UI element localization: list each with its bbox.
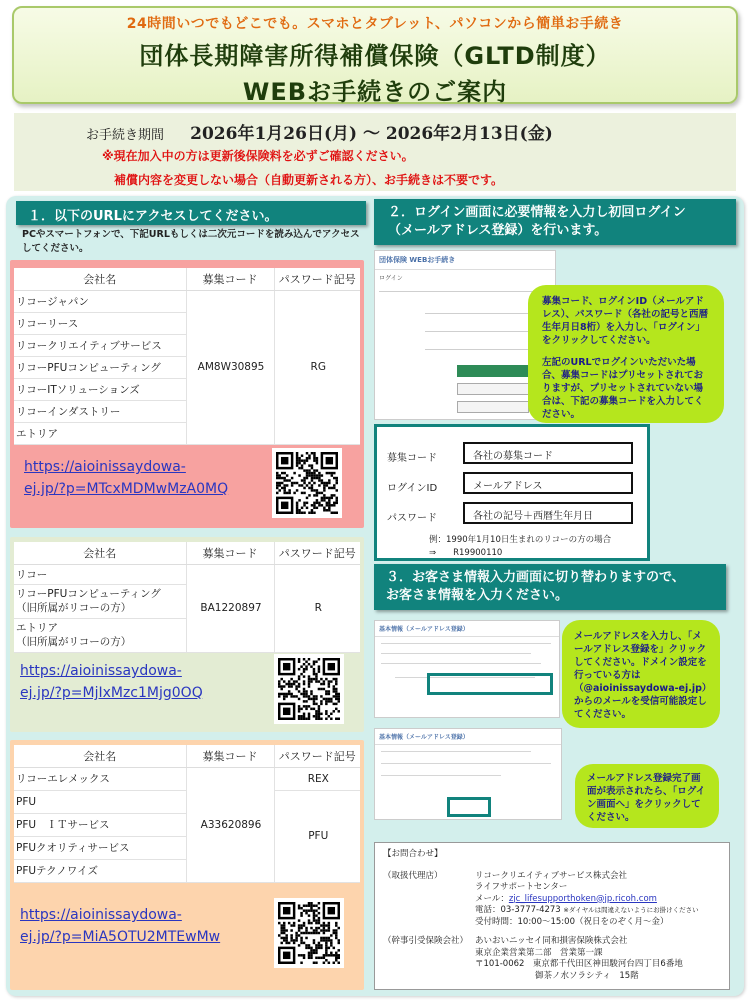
qr-code-icon (278, 658, 340, 720)
col-code: 募集コード (186, 542, 274, 564)
email-register-bubble: メールアドレスを入力し、「メールアドレス登録を」クリックしてください。ドメイン設定を行っている方は（@aioinissaydowa-ej.jp）からのメールを受信可能設定してください。 (562, 620, 720, 728)
col-company: 会社名 (14, 542, 186, 564)
url-line[interactable]: https://aioinissaydowa- (20, 907, 182, 923)
password-symbol: RG (274, 290, 360, 444)
insurer-address: 〒101-0062 東京都千代田区神田駿河台四丁目6番地 (475, 959, 683, 969)
contact-title: 【お問合わせ】 (383, 849, 443, 859)
period-dates: 2026年1月26日(月) ～ 2026年2月13日(金) (190, 124, 553, 144)
period-label: お手続き期間 (86, 128, 165, 143)
example-line: 例：1990年1月10日生まれのリコーの方の場合 (429, 535, 612, 545)
qr-code-2[interactable] (274, 654, 344, 724)
step1-banner: １．以下のURLにアクセスしてください。 (16, 201, 366, 225)
company-name-line: エトリア (16, 622, 58, 634)
qr-code-1[interactable] (272, 448, 342, 518)
col-password: パスワード記号 (274, 542, 360, 564)
header-banner (12, 6, 738, 104)
url-line[interactable]: ej.jp/?p=MiA5OTU2MTEwMw (20, 929, 221, 945)
register-button-image (457, 383, 529, 395)
password-symbol: PFU (274, 790, 360, 882)
login-help-bubble (528, 285, 724, 423)
qr-code-icon (276, 452, 338, 514)
example-value: ⇒ R19900110 (429, 548, 503, 558)
phone-note: ※ダイヤルは間違えないようにお掛けください (563, 906, 699, 914)
company-name: リコーリース (14, 312, 186, 334)
recruit-code: A33620896 (186, 767, 274, 882)
company-table-2 (14, 542, 360, 653)
id-field-example: メールアドレス (463, 472, 633, 494)
qr-code-icon (278, 902, 340, 964)
password-label: パスワード (387, 513, 437, 524)
qr-code-3[interactable] (274, 898, 344, 968)
contact-email-link[interactable]: zjc_lifesupporthoken@jp.ricoh.com (508, 893, 657, 904)
code-field-example: 各社の募集コード (463, 442, 633, 464)
company-name: リコーエレメックス (14, 767, 186, 790)
col-company: 会社名 (14, 268, 186, 290)
company-name: PFUテクノワイズ (14, 859, 186, 882)
contact-box (374, 842, 730, 990)
agent-name: リコークリエイティブサービス株式会社 (475, 870, 627, 881)
recruit-code: AM8W30895 (186, 290, 274, 444)
step2-banner (374, 199, 736, 245)
agent-label: （取扱代理店） (383, 870, 443, 881)
company-table-1 (14, 268, 360, 445)
col-company: 会社名 (14, 745, 186, 767)
company-name: PFUクオリティサービス (14, 836, 186, 859)
access-url-1[interactable] (24, 456, 228, 500)
screenshot-title: 基本情報（メールアドレス登録） (375, 621, 559, 637)
screenshot-title: 団体保険 WEBお手続き (375, 251, 555, 270)
page-title: 団体長期障害所得補償保険（GLTD制度） (139, 42, 611, 70)
access-url-3[interactable] (20, 904, 220, 948)
company-name-line: リコーPFUコンピューティング (16, 588, 161, 600)
code-label: 募集コード (387, 453, 437, 464)
renewal-note: ※現在加入中の方は更新後保険料を必ずご確認ください。 (102, 149, 414, 163)
company-name: エトリア (14, 422, 186, 444)
tagline: 24時間いつでもどこでも。スマホとタブレット、パソコンから簡単お手続き (126, 16, 624, 32)
screenshot-title: 基本情報（メールアドレス登録） (375, 729, 561, 745)
url-line[interactable]: ej.jp/?p=MTcxMDMwMzA0MQ (24, 481, 229, 497)
login-help-text: 募集コード、ログインID（メールアドレス）、パスワード（各社の記号と西暦生年月日8桁）を入力し、「ログイン」をクリックしてください。 (542, 296, 708, 346)
insurer-name: あいおいニッセイ同和損害保険株式会社 (475, 936, 628, 946)
step3-banner-line: ３．お客さま情報入力画面に切り替わりますので、 (386, 570, 685, 585)
highlight-box (427, 673, 553, 695)
contact-phone: 電話：03-3777-4273 (475, 905, 561, 915)
reset-button-image (457, 401, 529, 413)
period-line (86, 119, 553, 144)
col-code: 募集コード (186, 745, 274, 767)
agent-dept: ライフサポートセンター (475, 882, 568, 892)
company-table-3 (14, 745, 360, 883)
company-name (14, 584, 186, 618)
registration-done-screenshot (374, 728, 562, 820)
login-button-image (457, 365, 529, 377)
screenshot-subtitle: ログイン (379, 275, 403, 282)
company-name: リコージャパン (14, 290, 186, 312)
url-line[interactable]: ej.jp/?p=MjIxMzc1Mjg0OQ (20, 685, 203, 701)
id-label: ログインID (387, 483, 438, 494)
mail-label: メール： (475, 893, 509, 904)
period-section (14, 113, 736, 191)
password-field-example: 各社の記号＋西暦生年月日 (463, 502, 633, 524)
access-url-2[interactable] (20, 660, 203, 704)
company-name-note: （旧所属がリコーの方） (16, 636, 132, 648)
col-code: 募集コード (186, 268, 274, 290)
customer-info-screenshot (374, 620, 560, 718)
url-line[interactable]: https://aioinissaydowa- (20, 663, 182, 679)
company-name: リコー (14, 564, 186, 584)
preset-note-text: 左記のURLでログインいただいた場合、募集コードはプリセットされておりますが、プリセットされていない場合は、下記の募集コードを入力してください。 (542, 357, 704, 420)
company-name: PFU (14, 790, 186, 813)
step1-instruction: PCやスマートフォンで、下記URLもしくは二次元コードを読み込んでアクセスしてください。 (22, 229, 360, 254)
company-name: リコーITソリューションズ (14, 378, 186, 400)
password-symbol: R (274, 564, 360, 652)
insurer-dept: 東京企業営業第二部 営業第一課 (475, 947, 603, 958)
company-name: PFU ＩＴサービス (14, 813, 186, 836)
office-hours: 受付時間：10:00～15:00（祝日をのぞく月～金） (475, 916, 669, 927)
page-subtitle: WEBお手続きのご案内 (242, 78, 508, 106)
company-name: リコークリエイティブサービス (14, 334, 186, 356)
company-name: リコーPFUコンピューティング (14, 356, 186, 378)
col-password: パスワード記号 (274, 268, 360, 290)
url-line[interactable]: https://aioinissaydowa- (24, 459, 186, 475)
step2-banner-line: （メールアドレス登録）を行います。 (388, 223, 608, 238)
step3-banner (374, 564, 726, 610)
col-password: パスワード記号 (274, 745, 360, 767)
password-symbol: REX (274, 767, 360, 790)
login-form-example (374, 424, 650, 561)
insurer-label: （幹事引受保険会社） (383, 936, 469, 946)
step2-banner-line: ２．ログイン画面に必要情報を入力し初回ログイン (388, 205, 686, 220)
highlight-box (447, 797, 491, 817)
step3-banner-line: お客さま情報を入力ください。 (386, 588, 569, 603)
company-name: リコーインダストリー (14, 400, 186, 422)
company-name (14, 618, 186, 652)
no-procedure-note: 補償内容を変更しない場合（自動更新される方）、お手続きは不要です。 (114, 173, 504, 187)
company-name-note: （旧所属がリコーの方） (16, 602, 132, 614)
login-screen-bubble: メールアドレス登録完了画面が表示されたら、「ログイン画面へ」をクリックしてください。 (575, 764, 719, 828)
insurer-building: 御茶ノ水ソラシティ 15階 (535, 970, 639, 981)
recruit-code: BA1220897 (186, 564, 274, 652)
